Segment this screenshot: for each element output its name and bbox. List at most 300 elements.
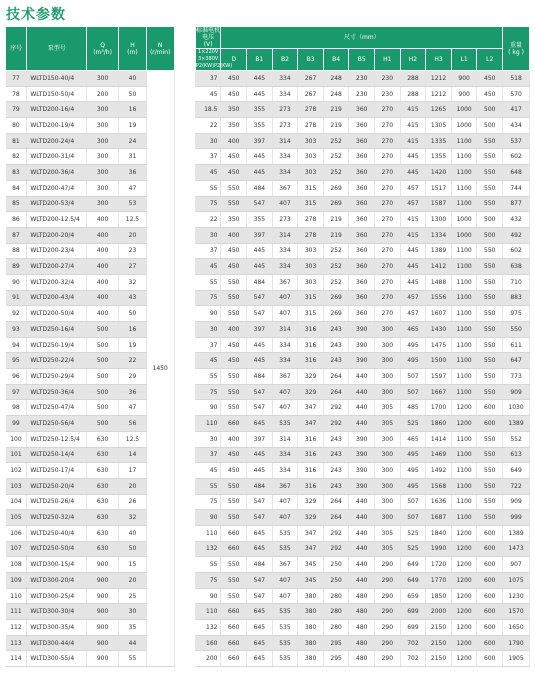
row-dim-h3: 2150 — [426, 651, 452, 667]
row-flow: 900 — [87, 557, 119, 573]
row-dim-h2: 507 — [400, 384, 426, 400]
row-dim-l2: 600 — [477, 635, 503, 651]
row-no: 93 — [6, 322, 27, 338]
row-dim-b4: 269 — [323, 196, 349, 212]
row-dim-h2: 507 — [400, 510, 426, 526]
row-dim-h1: 270 — [375, 290, 401, 306]
row-dim-b2: 334 — [272, 165, 298, 181]
row-no: 82 — [6, 149, 27, 165]
row-power: 18.5 — [195, 102, 221, 118]
row-dim-h1: 300 — [375, 322, 401, 338]
row-no: 113 — [6, 635, 27, 651]
row-dim-l2: 550 — [477, 133, 503, 149]
row-dim-h1: 270 — [375, 227, 401, 243]
row-dim-l2: 450 — [477, 71, 503, 87]
row-weight: 518 — [503, 71, 530, 87]
row-dim-b4: 252 — [323, 133, 349, 149]
row-dim-b2: 273 — [272, 118, 298, 134]
row-model: WLTD300-35/4 — [27, 620, 87, 636]
row-dim-b2: 407 — [272, 494, 298, 510]
row-dim-b3: 278 — [298, 102, 324, 118]
row-model: WLTD200-23/4 — [27, 243, 87, 259]
row-dim-b1: 484 — [247, 478, 273, 494]
row-dim-b4: 295 — [323, 651, 349, 667]
header-motor: 标准电机电压 (V) — [196, 27, 221, 48]
row-dim-l2: 550 — [477, 149, 503, 165]
row-dim-h3: 1700 — [426, 400, 452, 416]
row-dim-h2: 495 — [400, 478, 426, 494]
row-weight: 909 — [503, 494, 530, 510]
row-dim-d: 660 — [221, 541, 247, 557]
row-dim-b3: 303 — [298, 149, 324, 165]
row-dim-h2: 699 — [400, 604, 426, 620]
row-dim-h2: 495 — [400, 353, 426, 369]
row-dim-b5: 440 — [349, 525, 375, 541]
row-dim-d: 660 — [221, 604, 247, 620]
row-head: 20 — [119, 478, 147, 494]
row-dim-d: 450 — [221, 243, 247, 259]
row-dim-b5: 440 — [349, 573, 375, 589]
row-dim-h1: 270 — [375, 165, 401, 181]
row-flow: 500 — [87, 353, 119, 369]
row-dim-b1: 445 — [247, 463, 273, 479]
row-power: 75 — [195, 290, 221, 306]
row-dim-d: 550 — [221, 478, 247, 494]
header-flow: Q (m³/h) — [87, 27, 119, 71]
row-dim-h1: 270 — [375, 274, 401, 290]
row-weight: 744 — [503, 180, 530, 196]
row-dim-h2: 495 — [400, 337, 426, 353]
row-flow: 400 — [87, 259, 119, 275]
row-dim-b2: 535 — [272, 416, 298, 432]
row-dim-h2: 457 — [400, 196, 426, 212]
row-dim-b4: 292 — [323, 400, 349, 416]
row-dim-b4: 219 — [323, 212, 349, 228]
row-dim-h3: 1607 — [426, 306, 452, 322]
row-dim-h2: 457 — [400, 180, 426, 196]
row-dim-l1: 1100 — [451, 196, 477, 212]
header-dim-b1: B1 — [247, 49, 273, 71]
row-dim-h3: 1990 — [426, 541, 452, 557]
row-dim-d: 350 — [221, 212, 247, 228]
row-dim-b1: 645 — [247, 525, 273, 541]
row-power: 90 — [195, 588, 221, 604]
row-dim-l1: 1200 — [451, 525, 477, 541]
row-dim-b5: 360 — [349, 227, 375, 243]
header-speed: N (r/min) — [146, 27, 174, 71]
row-flow: 400 — [87, 274, 119, 290]
row-dim-h1: 270 — [375, 212, 401, 228]
row-dim-h2: 525 — [400, 541, 426, 557]
row-weight: 999 — [503, 510, 530, 526]
header-dim-d: D — [221, 49, 247, 71]
row-model: WLTD200-20/4 — [27, 227, 87, 243]
row-no: 92 — [6, 306, 27, 322]
row-dim-b5: 440 — [349, 416, 375, 432]
row-dim-h3: 1389 — [426, 243, 452, 259]
row-dim-b4: 252 — [323, 243, 349, 259]
row-dim-h1: 300 — [375, 384, 401, 400]
header-dim-h3: H3 — [426, 49, 452, 71]
row-dim-d: 550 — [221, 510, 247, 526]
row-head: 16 — [119, 322, 147, 338]
row-dim-b5: 480 — [349, 651, 375, 667]
row-dim-l1: 1100 — [451, 165, 477, 181]
row-dim-h2: 415 — [400, 118, 426, 134]
row-no: 80 — [6, 118, 27, 134]
row-power: 75 — [195, 573, 221, 589]
row-dim-b4: 243 — [323, 447, 349, 463]
row-dim-l2: 600 — [477, 525, 503, 541]
row-power: 30 — [195, 227, 221, 243]
row-dim-b3: 316 — [298, 431, 324, 447]
row-dim-b3: 267 — [298, 71, 324, 87]
row-flow: 500 — [87, 384, 119, 400]
table-row — [6, 118, 530, 134]
row-dim-b2: 314 — [272, 227, 298, 243]
row-power: 45 — [195, 353, 221, 369]
row-dim-d: 450 — [221, 165, 247, 181]
row-dim-b2: 273 — [272, 102, 298, 118]
row-dim-h2: 465 — [400, 431, 426, 447]
row-dim-b1: 397 — [247, 133, 273, 149]
row-dim-h3: 1860 — [426, 416, 452, 432]
row-flow: 500 — [87, 416, 119, 432]
row-dim-l1: 1100 — [451, 243, 477, 259]
row-power: 22 — [195, 212, 221, 228]
row-dim-h3: 1556 — [426, 290, 452, 306]
row-head: 20 — [119, 573, 147, 589]
row-no: 78 — [6, 86, 27, 102]
row-weight: 602 — [503, 243, 530, 259]
row-dim-l1: 1100 — [451, 259, 477, 275]
row-dim-b3: 345 — [298, 573, 324, 589]
row-dim-d: 450 — [221, 337, 247, 353]
row-dim-h1: 270 — [375, 102, 401, 118]
row-dim-b2: 334 — [272, 337, 298, 353]
row-dim-b3: 303 — [298, 274, 324, 290]
header-gap — [174, 27, 195, 71]
table-row — [6, 149, 530, 165]
row-weight: 647 — [503, 353, 530, 369]
row-dim-h3: 1412 — [426, 259, 452, 275]
row-dim-b3: 380 — [298, 651, 324, 667]
row-dim-l2: 550 — [477, 384, 503, 400]
row-dim-h3: 1517 — [426, 180, 452, 196]
row-weight: 1650 — [503, 620, 530, 636]
row-weight: 611 — [503, 337, 530, 353]
row-dim-b5: 480 — [349, 588, 375, 604]
row-dim-b2: 314 — [272, 133, 298, 149]
row-dim-h1: 270 — [375, 243, 401, 259]
row-dim-b4: 252 — [323, 149, 349, 165]
row-dim-l2: 550 — [477, 463, 503, 479]
row-dim-h3: 1305 — [426, 118, 452, 134]
row-no: 89 — [6, 259, 27, 275]
row-head: 20 — [119, 227, 147, 243]
row-dim-b5: 440 — [349, 557, 375, 573]
row-dim-b2: 334 — [272, 259, 298, 275]
table-row — [6, 541, 530, 557]
row-dim-b1: 397 — [247, 431, 273, 447]
table-row — [6, 165, 530, 181]
row-weight: 710 — [503, 274, 530, 290]
row-no: 107 — [6, 541, 27, 557]
row-dim-h3: 1335 — [426, 133, 452, 149]
table-row — [6, 133, 530, 149]
row-dim-d: 550 — [221, 290, 247, 306]
row-dim-d: 550 — [221, 384, 247, 400]
row-dim-b3: 303 — [298, 243, 324, 259]
row-dim-d: 350 — [221, 118, 247, 134]
row-power: 37 — [195, 337, 221, 353]
row-dim-d: 660 — [221, 635, 247, 651]
row-model: WLTD250-14/4 — [27, 447, 87, 463]
row-no: 108 — [6, 557, 27, 573]
row-no: 99 — [6, 416, 27, 432]
row-dim-h2: 415 — [400, 227, 426, 243]
row-dim-h3: 1475 — [426, 337, 452, 353]
row-dim-h2: 699 — [400, 620, 426, 636]
row-dim-b5: 390 — [349, 337, 375, 353]
table-row — [6, 227, 530, 243]
header-motor-sub: 1×220V 3×380V P2(KW)P2(KW) — [195, 49, 233, 69]
row-dim-h1: 305 — [375, 400, 401, 416]
row-dim-h3: 2150 — [426, 635, 452, 651]
row-dim-l2: 450 — [477, 86, 503, 102]
row-dim-b5: 360 — [349, 118, 375, 134]
header-dim-l2: L2 — [477, 49, 503, 71]
row-dim-h1: 270 — [375, 118, 401, 134]
row-model: WLTD200-32/4 — [27, 274, 87, 290]
row-dim-b2: 367 — [272, 478, 298, 494]
row-dim-b2: 535 — [272, 541, 298, 557]
row-flow: 400 — [87, 212, 119, 228]
row-flow: 300 — [87, 133, 119, 149]
row-no: 101 — [6, 447, 27, 463]
row-dim-b1: 355 — [247, 118, 273, 134]
row-dim-l1: 1000 — [451, 102, 477, 118]
row-model: WLTD250-47/4 — [27, 400, 87, 416]
table-row — [6, 353, 530, 369]
header-dim-b5: B5 — [349, 49, 375, 71]
column-gap — [174, 71, 195, 667]
row-dim-b2: 367 — [272, 557, 298, 573]
row-dim-l1: 1100 — [451, 337, 477, 353]
table-row — [6, 431, 530, 447]
row-dim-b1: 445 — [247, 353, 273, 369]
row-dim-h1: 290 — [375, 588, 401, 604]
row-dim-b1: 445 — [247, 243, 273, 259]
table-row — [6, 557, 530, 573]
row-dim-l2: 600 — [477, 651, 503, 667]
row-dim-b5: 360 — [349, 102, 375, 118]
row-dim-b2: 367 — [272, 274, 298, 290]
row-weight: 492 — [503, 227, 530, 243]
header-dim-l1: L1 — [451, 49, 477, 71]
row-weight: 570 — [503, 86, 530, 102]
row-dim-b3: 315 — [298, 196, 324, 212]
row-head: 53 — [119, 196, 147, 212]
row-dim-b1: 397 — [247, 227, 273, 243]
row-dim-d: 450 — [221, 353, 247, 369]
page-title: 技术参数 — [6, 7, 66, 23]
row-dim-h2: 415 — [400, 133, 426, 149]
row-dim-h1: 290 — [375, 573, 401, 589]
row-weight: 550 — [503, 322, 530, 338]
row-no: 84 — [6, 180, 27, 196]
row-dim-b4: 252 — [323, 259, 349, 275]
row-dim-b4: 269 — [323, 180, 349, 196]
row-model: WLTD200-31/4 — [27, 149, 87, 165]
row-dim-b1: 645 — [247, 635, 273, 651]
row-head: 55 — [119, 651, 147, 667]
row-dim-l2: 500 — [477, 102, 503, 118]
row-dim-l1: 1100 — [451, 478, 477, 494]
row-dim-b4: 243 — [323, 463, 349, 479]
row-dim-b1: 645 — [247, 620, 273, 636]
row-dim-l1: 1000 — [451, 227, 477, 243]
row-flow: 300 — [87, 180, 119, 196]
row-dim-l1: 1000 — [451, 118, 477, 134]
row-head: 30 — [119, 604, 147, 620]
row-weight: 1230 — [503, 588, 530, 604]
row-dim-b4: 280 — [323, 620, 349, 636]
row-no: 77 — [6, 71, 27, 87]
table-row — [6, 573, 530, 589]
row-dim-b5: 360 — [349, 196, 375, 212]
row-power: 45 — [195, 165, 221, 181]
row-power: 132 — [195, 541, 221, 557]
row-no: 95 — [6, 353, 27, 369]
row-dim-b5: 390 — [349, 463, 375, 479]
row-dim-b1: 355 — [247, 212, 273, 228]
header-dim-h2: H2 — [400, 49, 426, 71]
row-dim-b5: 360 — [349, 180, 375, 196]
row-flow: 900 — [87, 604, 119, 620]
row-dim-l1: 1200 — [451, 541, 477, 557]
row-head: 19 — [119, 118, 147, 134]
row-dim-h1: 290 — [375, 635, 401, 651]
row-dim-l2: 550 — [477, 274, 503, 290]
row-weight: 909 — [503, 384, 530, 400]
row-dim-b3: 380 — [298, 588, 324, 604]
row-power: 160 — [195, 635, 221, 651]
row-dim-b2: 535 — [272, 651, 298, 667]
row-dim-l1: 1100 — [451, 510, 477, 526]
row-dim-l1: 1100 — [451, 290, 477, 306]
row-weight: 722 — [503, 478, 530, 494]
row-dim-b2: 407 — [272, 196, 298, 212]
row-dim-b5: 360 — [349, 149, 375, 165]
row-no: 83 — [6, 165, 27, 181]
row-weight: 417 — [503, 102, 530, 118]
row-head: 56 — [119, 416, 147, 432]
row-dim-b5: 440 — [349, 400, 375, 416]
row-weight: 1389 — [503, 416, 530, 432]
row-power: 75 — [195, 384, 221, 400]
row-dim-l1: 1100 — [451, 463, 477, 479]
row-flow: 300 — [87, 102, 119, 118]
row-dim-d: 450 — [221, 71, 247, 87]
row-dim-b2: 314 — [272, 431, 298, 447]
row-dim-l1: 1100 — [451, 322, 477, 338]
row-dim-b3: 278 — [298, 227, 324, 243]
row-dim-l1: 900 — [451, 71, 477, 87]
row-dim-b5: 440 — [349, 384, 375, 400]
row-dim-l1: 1200 — [451, 557, 477, 573]
row-model: WLTD200-12.5/4 — [27, 212, 87, 228]
row-dim-h1: 305 — [375, 416, 401, 432]
row-dim-b4: 243 — [323, 431, 349, 447]
row-dim-b3: 303 — [298, 259, 324, 275]
row-model: WLTD250-17/4 — [27, 463, 87, 479]
table-row — [6, 400, 530, 416]
row-power: 37 — [195, 71, 221, 87]
row-dim-h1: 270 — [375, 133, 401, 149]
row-dim-b3: 316 — [298, 322, 324, 338]
row-dim-b5: 390 — [349, 478, 375, 494]
row-dim-b1: 547 — [247, 588, 273, 604]
row-dim-l2: 500 — [477, 118, 503, 134]
row-no: 100 — [6, 431, 27, 447]
row-dim-h2: 525 — [400, 416, 426, 432]
row-dim-h2: 702 — [400, 651, 426, 667]
row-dim-l1: 1100 — [451, 149, 477, 165]
row-dim-b5: 230 — [349, 71, 375, 87]
row-dim-l1: 1200 — [451, 635, 477, 651]
row-dim-b3: 380 — [298, 604, 324, 620]
row-weight: 975 — [503, 306, 530, 322]
row-model: WLTD200-24/4 — [27, 133, 87, 149]
row-dim-b1: 645 — [247, 651, 273, 667]
row-flow: 900 — [87, 588, 119, 604]
row-dim-b1: 547 — [247, 306, 273, 322]
row-power: 200 — [195, 651, 221, 667]
row-weight: 883 — [503, 290, 530, 306]
row-dim-l1: 1100 — [451, 180, 477, 196]
row-dim-b3: 316 — [298, 463, 324, 479]
row-flow: 400 — [87, 290, 119, 306]
row-model: WLTD150-40/4 — [27, 71, 87, 87]
row-no: 81 — [6, 133, 27, 149]
row-no: 87 — [6, 227, 27, 243]
row-dim-l1: 1100 — [451, 369, 477, 385]
row-dim-b5: 440 — [349, 369, 375, 385]
table-row — [6, 102, 530, 118]
row-no: 79 — [6, 102, 27, 118]
table-row — [6, 212, 530, 228]
row-dim-l2: 600 — [477, 541, 503, 557]
row-dim-l2: 500 — [477, 227, 503, 243]
row-head: 47 — [119, 400, 147, 416]
row-dim-b1: 445 — [247, 86, 273, 102]
row-dim-b4: 219 — [323, 102, 349, 118]
row-power: 22 — [195, 118, 221, 134]
row-power: 30 — [195, 322, 221, 338]
row-dim-b1: 445 — [247, 259, 273, 275]
row-dim-b3: 347 — [298, 400, 324, 416]
row-dim-b4: 250 — [323, 573, 349, 589]
row-model: WLTD250-40/4 — [27, 525, 87, 541]
row-dim-b3: 278 — [298, 212, 324, 228]
row-dim-b3: 316 — [298, 337, 324, 353]
row-dim-d: 550 — [221, 588, 247, 604]
row-dim-d: 550 — [221, 180, 247, 196]
table-row — [6, 274, 530, 290]
row-dim-h3: 1300 — [426, 212, 452, 228]
row-dim-h1: 270 — [375, 259, 401, 275]
